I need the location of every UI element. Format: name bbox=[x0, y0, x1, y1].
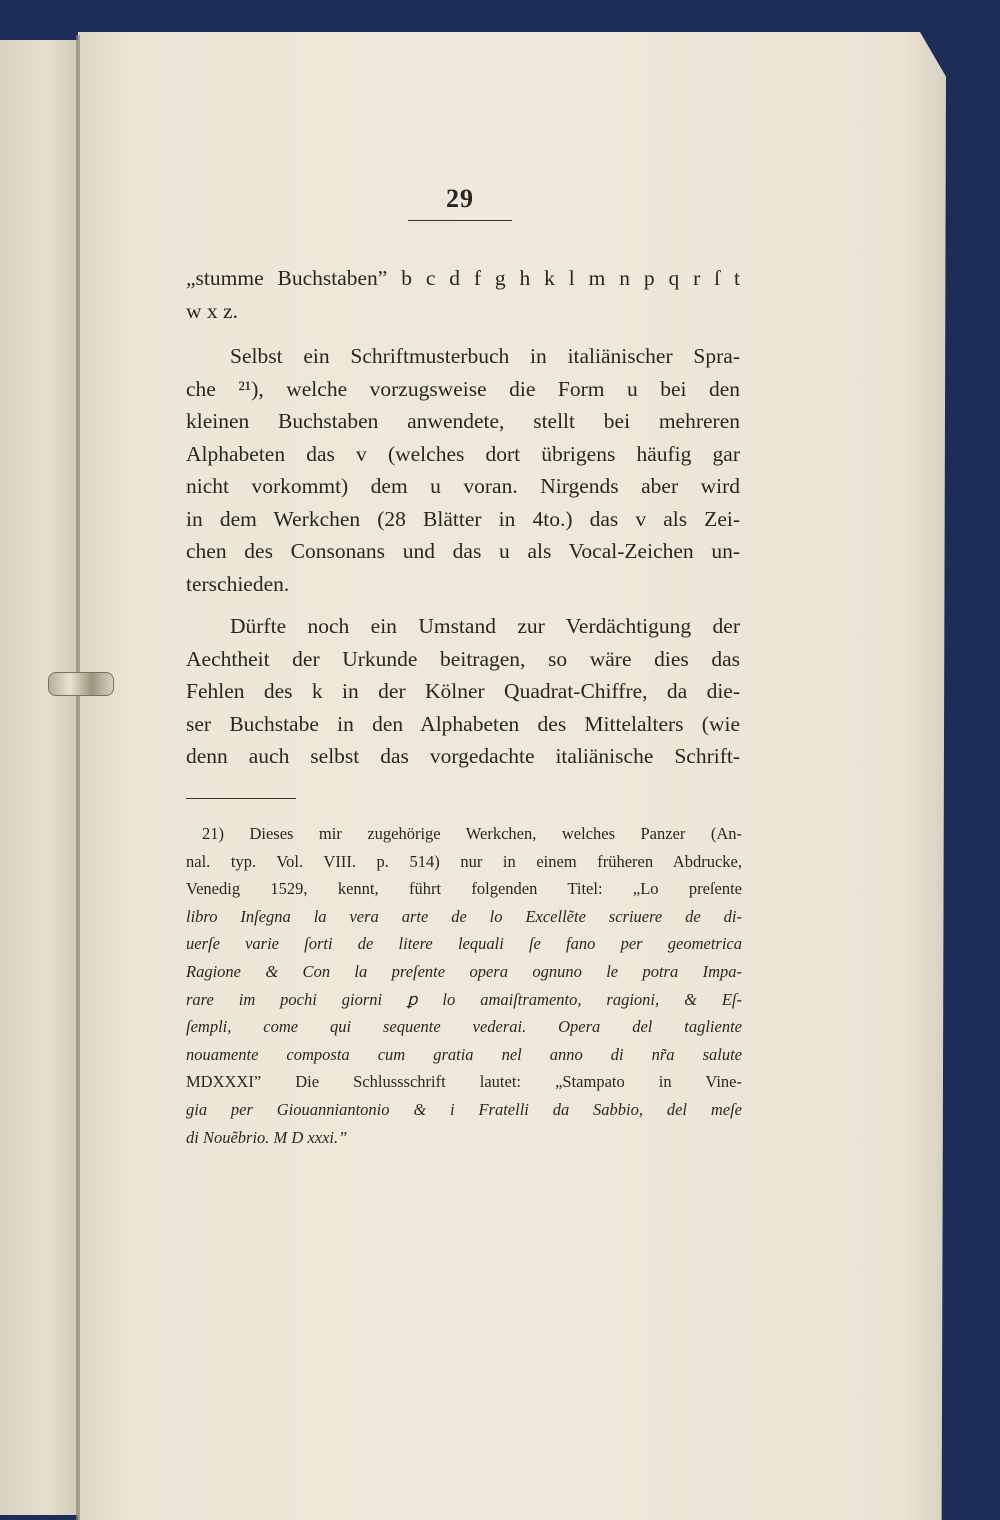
book-spine bbox=[76, 35, 80, 1520]
footnote bbox=[186, 820, 742, 1151]
text-line: in dem Werkchen (28 Blätter in 4to.) das v als Zei- bbox=[186, 506, 740, 531]
paragraph-1 bbox=[186, 262, 740, 327]
text-line: „stumme Buchstaben” b c d f g h k l m n p q r ſ t bbox=[186, 266, 740, 290]
text-line: che ²¹), welche vorzugsweise die Form u bei den bbox=[186, 376, 740, 401]
page-number-rule bbox=[408, 220, 512, 221]
footnote-line: uerſe varie ſorti de litere lequali ſe fano per geometrica bbox=[186, 934, 742, 954]
text-line: ser Buchstabe in den Alphabeten des Mittelalters (wie bbox=[186, 711, 740, 736]
footnote-line: rare im pochi giorni ꝑ lo amaiſtramento, ragioni, & Eſ- bbox=[186, 989, 742, 1009]
text-line: kleinen Buchstaben anwendete, stellt bei mehreren bbox=[186, 409, 740, 433]
text-line: denn auch selbst das vorgedachte italiänische Schrift- bbox=[186, 744, 740, 768]
text-line: chen des Consonans und das u als Vocal-Zeichen un- bbox=[186, 539, 740, 563]
footnote-line: di Nouẽbrio. M D xxxi.” bbox=[186, 1127, 348, 1147]
text-line: Fehlen des k in der Kölner Quadrat-Chiffre, da die- bbox=[186, 679, 740, 703]
binding-thread bbox=[48, 672, 114, 696]
left-page-edge bbox=[0, 40, 81, 1515]
text-line: Aechtheit der Urkunde beitragen, so wäre dies das bbox=[186, 646, 740, 671]
text-line: terschieden. bbox=[186, 571, 290, 596]
text-line: Selbst ein Schriftmusterbuch in italiänischer Spra- bbox=[230, 344, 740, 368]
paragraph-3 bbox=[186, 610, 740, 773]
page-sheet bbox=[78, 32, 946, 1520]
footnote-line: nouamente composta cum gratia nel anno di nr̃a salute bbox=[186, 1044, 742, 1064]
text-line: nicht vorkommt) dem u voran. Nirgends aber wird bbox=[186, 474, 740, 498]
footnote-line: Venedig 1529, kennt, führt folgenden Titel: „Lo preſente bbox=[186, 879, 742, 899]
paragraph-2 bbox=[186, 340, 740, 600]
text-line: Alphabeten das v (welches dort übrigens häufig gar bbox=[186, 441, 740, 466]
page-number: 29 bbox=[446, 184, 474, 213]
footnote-rule bbox=[186, 798, 296, 799]
footnote-line: ſempli, come qui sequente vederai. Opera del tagliente bbox=[186, 1017, 742, 1037]
text-line: Dürfte noch ein Umstand zur Verdächtigung der bbox=[230, 614, 740, 638]
footnote-line: libro Inſegna la vera arte de lo Excellẽte scriuere de di- bbox=[186, 906, 742, 926]
text-line: w x z. bbox=[186, 298, 238, 323]
footnote-line: MDXXXI” Die Schlussschrift lautet: „Stampato in Vine- bbox=[186, 1072, 742, 1092]
footnote-line: 21) Dieses mir zugehörige Werkchen, welches Panzer (An- bbox=[202, 824, 742, 843]
footnote-line: gia per Giouanniantonio & i Fratelli da Sabbio, del meſe bbox=[186, 1099, 742, 1119]
footnote-line: nal. typ. Vol. VIII. p. 514) nur in einem früheren Abdrucke, bbox=[186, 851, 742, 871]
footnote-line: Ragione & Con la preſente opera ognuno le potra Impa- bbox=[186, 961, 742, 981]
